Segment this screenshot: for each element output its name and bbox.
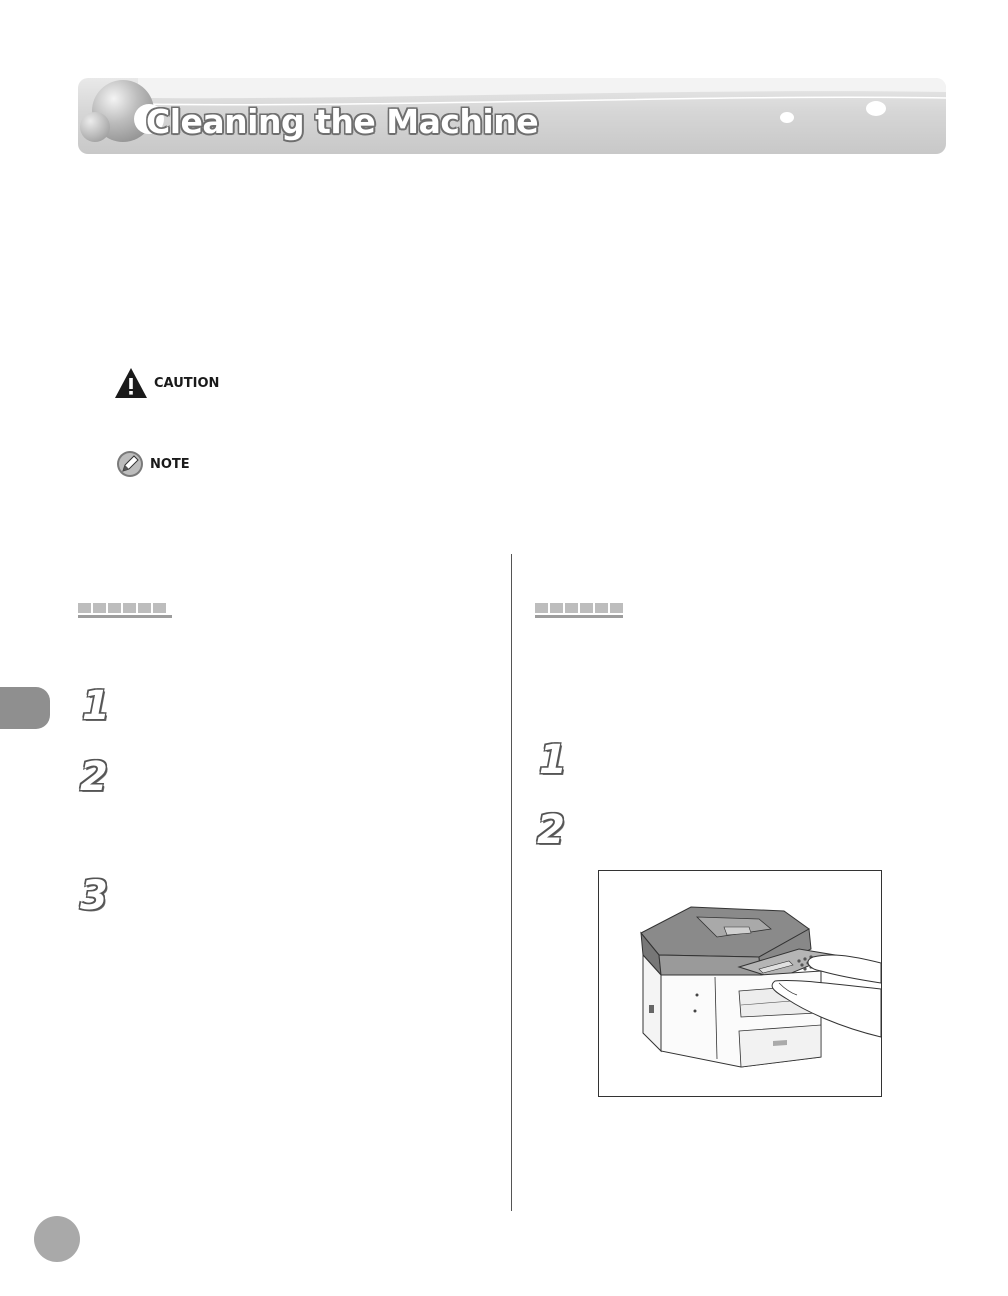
step-number: 2 [80,754,108,800]
pencil-note-icon [116,450,144,478]
machine-illustration [598,870,882,1097]
banner-orb-small [80,112,110,142]
column-divider [511,554,512,1211]
page-title: Cleaning the Machine [146,102,539,141]
section-heading-left [78,603,172,619]
step-number: 1 [539,737,567,783]
step-number: 2 [537,807,565,853]
banner-dot [780,112,794,123]
page-number-circle [34,1216,80,1262]
warning-triangle-icon [114,367,148,399]
note-notice [116,450,190,478]
note-label: NOTE [150,456,190,472]
caution-label: CAUTION [154,375,220,391]
step-number: 1 [82,683,110,729]
chapter-tab [0,687,50,729]
section-heading-right [535,603,623,619]
caution-notice [114,367,219,399]
banner-dot [866,101,886,116]
printer-drawing [599,871,881,1096]
step-number: 3 [80,873,108,919]
